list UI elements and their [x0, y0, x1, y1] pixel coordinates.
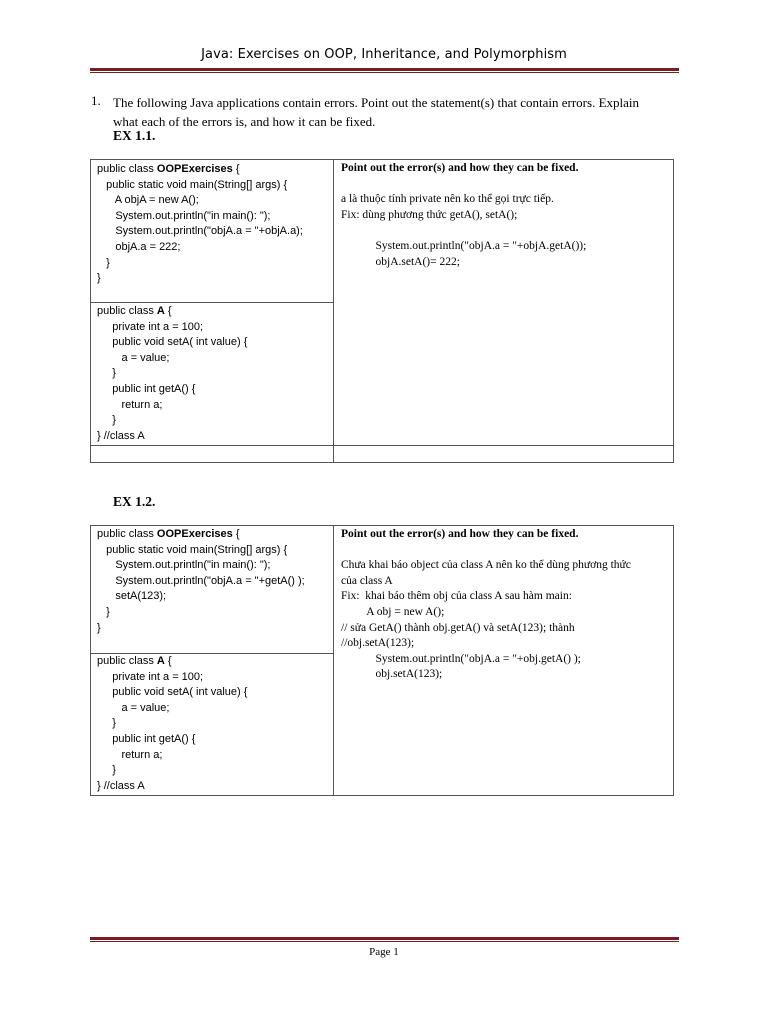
code-line: public void setA( int value) {	[97, 686, 248, 699]
answer-line	[341, 223, 671, 239]
code-line: }	[97, 367, 116, 380]
code-line: A objA = new A();	[97, 194, 199, 207]
code-line: System.out.println("in main(): ");	[97, 209, 271, 222]
answer-heading: Point out the error(s) and how they can be fixed.	[341, 162, 579, 174]
answer-line: System.out.println("objA.a = "+objA.getA());	[341, 239, 587, 252]
code-line: } //class A	[97, 429, 145, 442]
code-line: return a;	[97, 398, 163, 411]
code-line: }	[97, 272, 101, 285]
answer-line: // sửa GetA() thành obj.getA() và setA(123); thành	[341, 621, 575, 634]
code-line: System.out.println("objA.a = "+getA() );	[97, 574, 305, 587]
class-name: A	[156, 655, 165, 667]
exercise-table	[90, 159, 674, 463]
answer-cell	[341, 161, 671, 270]
answer-cell	[341, 527, 671, 683]
code-line: private int a = 100;	[97, 320, 204, 333]
code-line: setA(123);	[97, 590, 167, 603]
answer-line: obj.setA(123);	[341, 668, 443, 681]
answer-line: Fix: khai báo thêm obj của class A sau hàm main:	[341, 590, 572, 603]
class-name: OOPExercises	[156, 528, 233, 540]
code-line: public class A {	[97, 655, 172, 667]
answer-line	[341, 177, 671, 193]
exercise-label: EX 1.2.	[113, 494, 156, 509]
question-text	[113, 93, 683, 131]
code-class-a	[97, 654, 247, 794]
code-line: return a;	[97, 748, 163, 761]
code-line: System.out.println("in main(): ");	[97, 559, 271, 572]
code-line: }	[97, 621, 101, 634]
code-line: public int getA() {	[97, 382, 196, 395]
answer-line: objA.setA()= 222;	[341, 255, 460, 268]
code-line: public static void main(String[] args) {	[97, 178, 288, 191]
code-line: System.out.println("objA.a = "+objA.a);	[97, 225, 303, 238]
answer-line: A obj = new A();	[341, 605, 445, 618]
answer-line: Chưa khai báo object của class A nên ko thể dùng phương thức	[341, 559, 631, 572]
code-line: }	[97, 764, 116, 777]
answer-line: System.out.println("objA.a = "+obj.getA() );	[341, 652, 581, 665]
header-rule	[90, 68, 679, 73]
code-line: public int getA() {	[97, 732, 196, 745]
answer-line: của class A	[341, 574, 393, 587]
code-line: }	[97, 414, 116, 427]
code-line: public class OOPExercises {	[97, 528, 240, 540]
exercise-label: EX 1.1.	[113, 128, 156, 143]
answer-line: a là thuộc tính private nên ko thể gọi trực tiếp.	[341, 193, 554, 206]
code-line: public class OOPExercises {	[97, 163, 240, 175]
question-text-line2: what each of the errors is, and how it can be fixed.	[113, 114, 376, 129]
answer-line	[341, 543, 671, 559]
page-header-title: Java: Exercises on OOP, Inheritance, and Polymorphism	[201, 47, 567, 62]
code-line: }	[97, 605, 110, 618]
exercise-table	[90, 525, 674, 796]
class-name: A	[156, 305, 165, 317]
code-line: }	[97, 256, 110, 269]
answer-heading: Point out the error(s) and how they can be fixed.	[341, 528, 579, 540]
code-line: public class A {	[97, 305, 172, 317]
code-main-class	[97, 527, 305, 636]
code-line: a = value;	[97, 701, 170, 714]
code-main-class	[97, 162, 303, 287]
code-line: } //class A	[97, 779, 145, 792]
answer-line: //obj.setA(123);	[341, 637, 415, 650]
question-text-line1: The following Java applications contain errors. Point out the statement(s) that contain errors. Explain	[113, 95, 639, 110]
code-line: public static void main(String[] args) {	[97, 543, 288, 556]
code-class-a	[97, 304, 247, 444]
code-line: public void setA( int value) {	[97, 336, 248, 349]
question-number: 1.	[91, 93, 101, 108]
class-name: OOPExercises	[156, 163, 233, 175]
footer-rule	[90, 937, 679, 942]
answer-line: Fix: dùng phương thức getA(), setA();	[341, 208, 518, 221]
code-line: private int a = 100;	[97, 670, 204, 683]
code-line: objA.a = 222;	[97, 240, 181, 253]
page-number: Page 1	[369, 946, 399, 958]
code-line: a = value;	[97, 351, 170, 364]
code-line: }	[97, 717, 116, 730]
